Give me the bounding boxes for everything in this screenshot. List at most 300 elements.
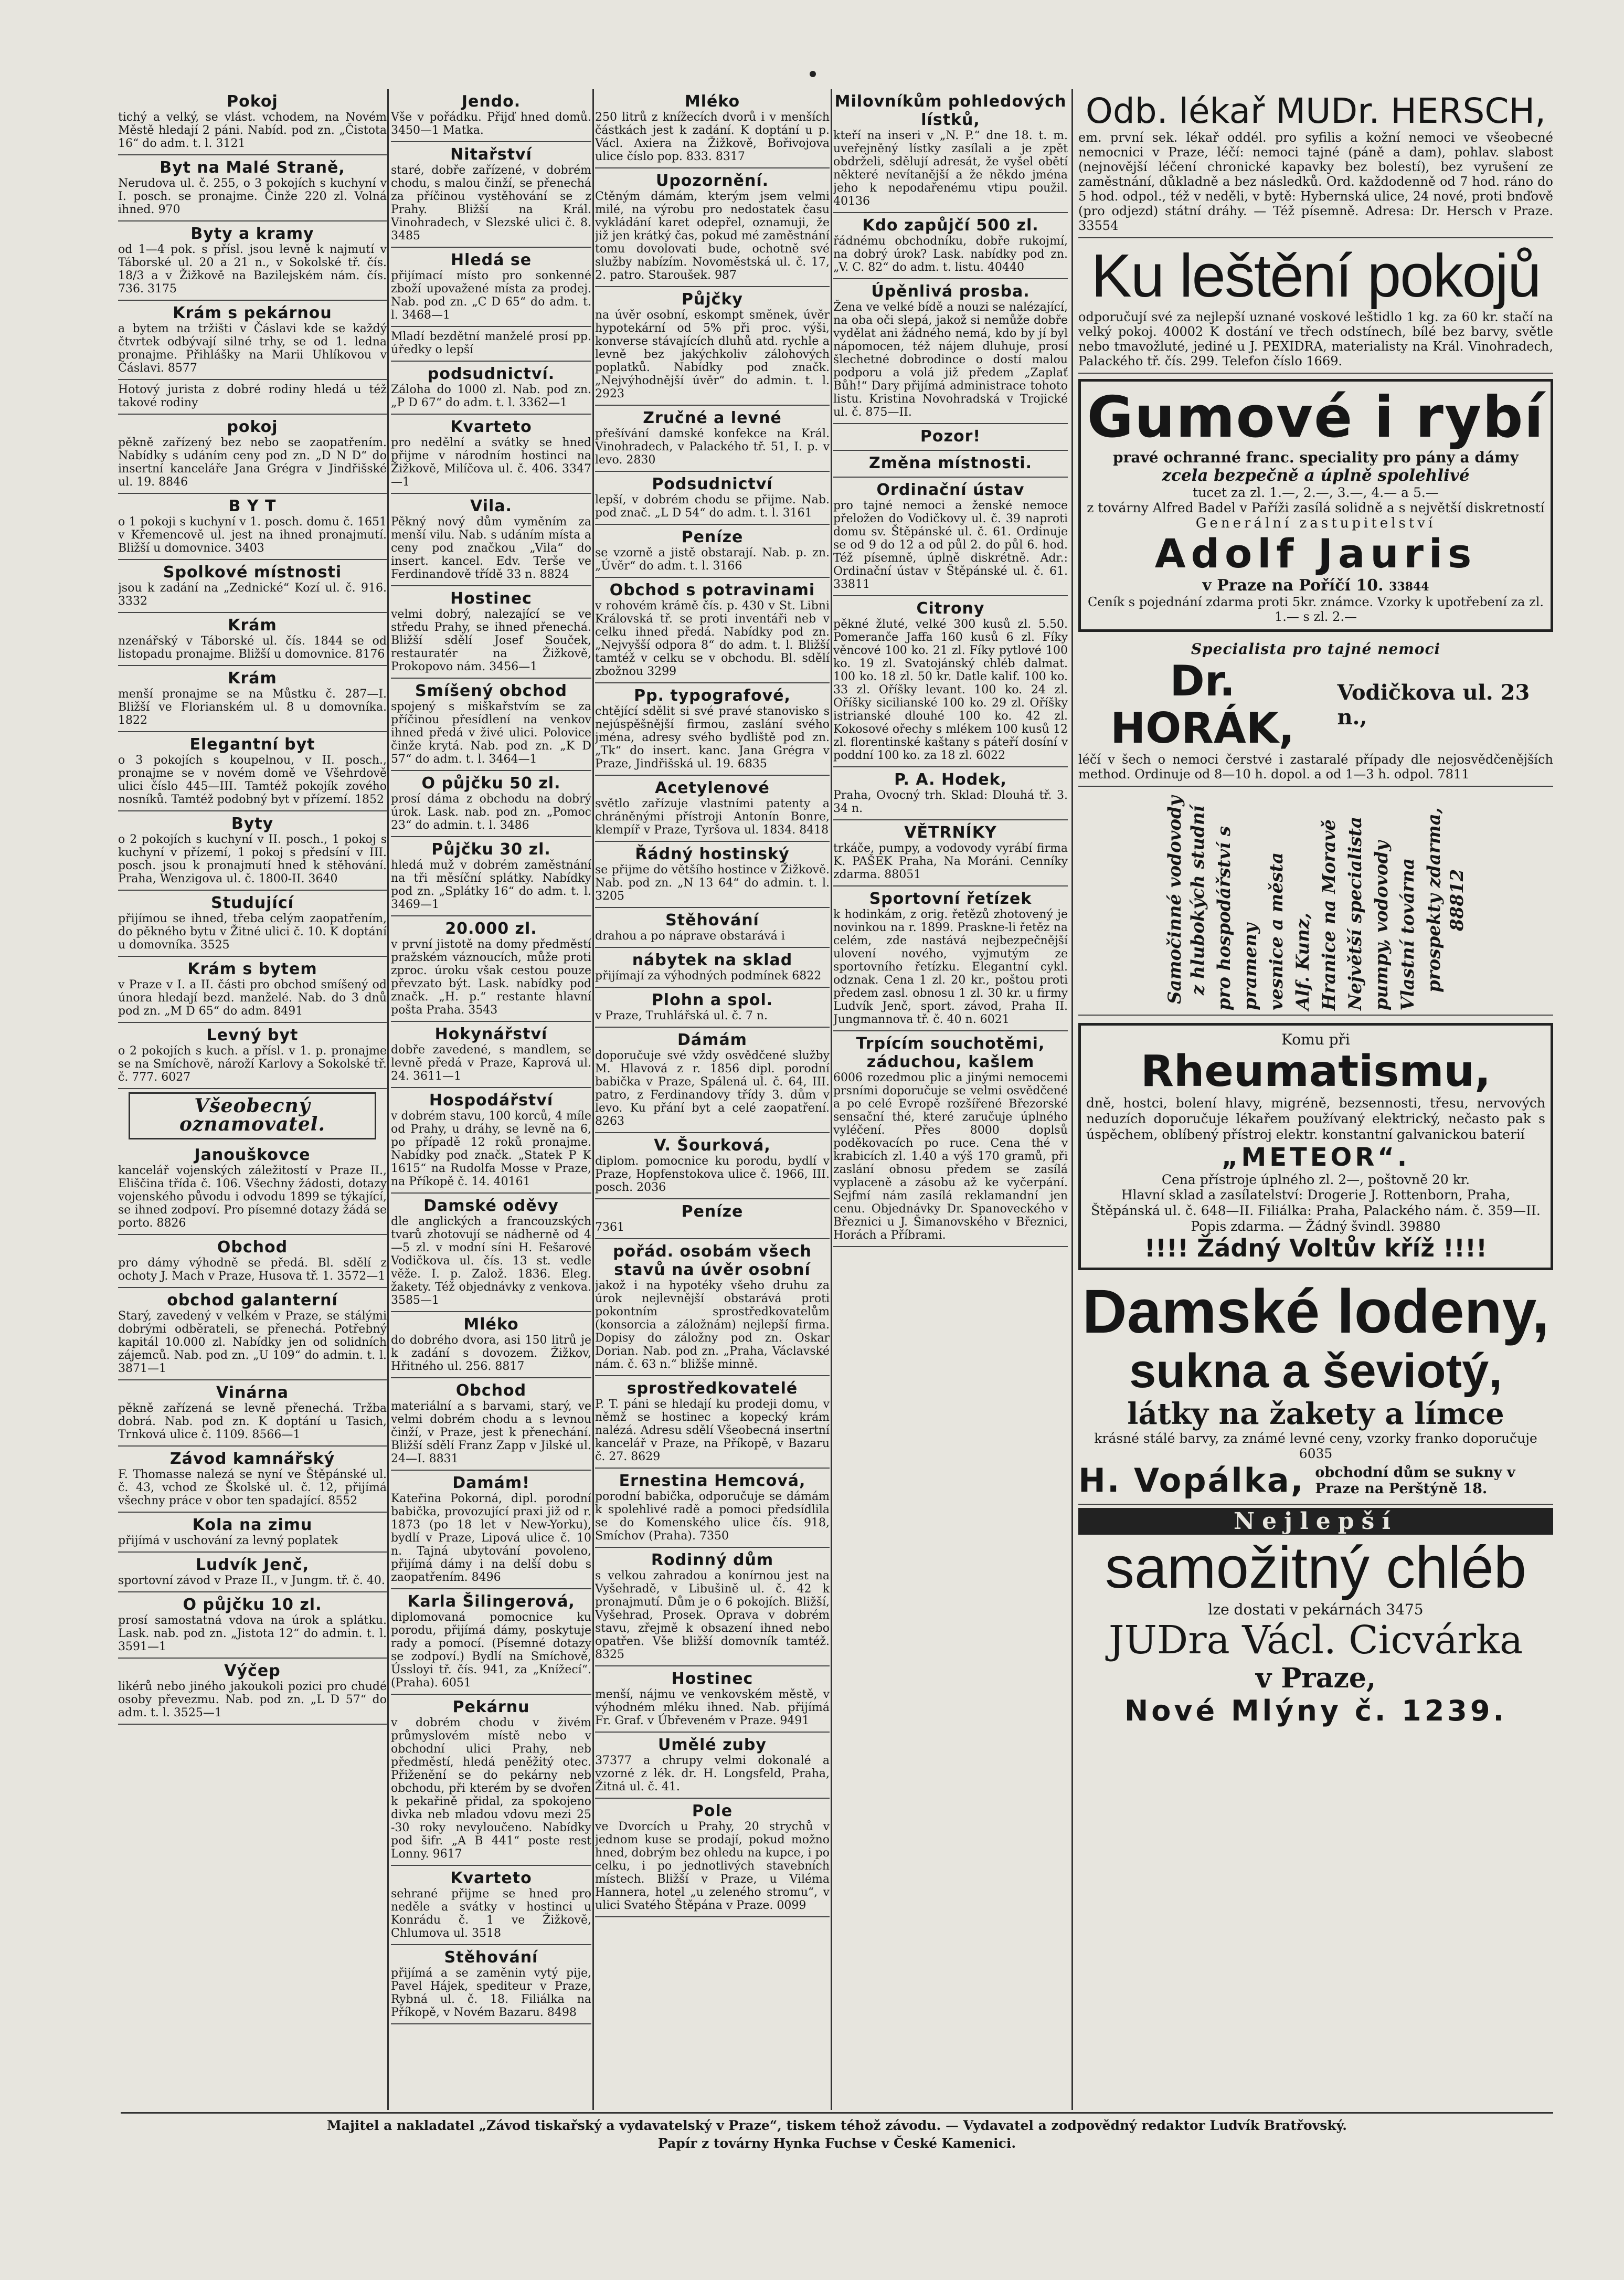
classified-ad <box>391 1312 591 1378</box>
samozitny-ad <box>1078 1505 1553 1732</box>
ad-heading: Pokoj <box>227 92 278 111</box>
ad-heading: Trpícím souchotěmi, záduchou, kašlem <box>856 1035 1045 1071</box>
ad-text: Vše v pořádku. Přijď hned domů. 3450—1 Matka. <box>391 111 591 137</box>
classified-ad <box>833 767 1068 820</box>
lodeny-sub: sukna a ševiotý, <box>1129 1344 1502 1398</box>
sam-text: lze dostati v pekárnách <box>1208 1601 1382 1618</box>
ad-heading: Mléko <box>463 1315 519 1334</box>
ad-heading: Karla Šilingerová, <box>407 1592 575 1611</box>
ad-text: o 1 pokoji s kuchyní v 1. posch. domu č. 1651 v Křemencově ul. jest na ihned pronajmutí. Bližší u domovnice. 3403 <box>118 515 387 555</box>
classified-ad <box>833 279 1068 424</box>
classified-ad <box>391 415 591 494</box>
ad-text: Kateřina Pokorná, dipl. porodní babička, provozující praxi již od r. 1873 (po 18 let v New-Yorku), bydlí v Praze, Lipová ulice č. 10 n. Tajná ubytování povoleno, přijímá dámy i na delší dobu s zaopatřením. 8496 <box>391 1492 591 1584</box>
ad-text: dobře zavedené, s mandlem, se levně předá v Praze, Kaprová ul. 24. 3611—1 <box>391 1043 591 1083</box>
classified-ad <box>833 820 1068 886</box>
footer-publisher: Majitel a nakladatel „Závod tiskařský a vydavatelský v Praze“, tiskem téhož závodu. — Vydavatel a zodpovědný redaktor Ludvík Bratřovský. <box>327 2118 1347 2133</box>
classified-ad <box>595 1799 830 1917</box>
ad-heading: obchod galanterní <box>167 1291 338 1310</box>
ad-text: pro tajné nemoci a ženské nemoce přeložen do Vodičkovy ul. č. 39 naproti domu sv. Štěpánské ul. č. 61. Ordinuje se od 9 do 12 a od půl 2. do půl 6. hod. Též písemně, úplně diskrétně. Adr.: Ordinační ústav v Štěpánské ul. č. 61. 33811 <box>833 499 1068 591</box>
classified-ad <box>595 1133 830 1199</box>
vertical-ad-line: pro hospodářství s <box>1213 826 1235 1010</box>
ad-heading: Peníze <box>681 528 744 546</box>
ad-text: přijímací místo pro sonkenné zboží upovažené místa za prodej. Nab. pod zn. „C D 65“ do adm. t. l. 3468—1 <box>391 269 591 322</box>
hersch-ad <box>1078 89 1553 238</box>
ad-text: likérů nebo jiného jakoukoli pozici pro chudé osoby převezmu. Nab. pod zn. „L D 57“ do adm. t. l. 3525—1 <box>118 1680 387 1719</box>
classified-ad <box>391 89 591 142</box>
classified-ad <box>595 776 830 842</box>
ad-heading: Smíšený obchod <box>415 682 568 700</box>
horak-address: Vodičkova ul. 23 n., <box>1337 680 1530 730</box>
classified-ad <box>595 287 830 406</box>
ad-text: Mladí bezdětní manželé prosí pp. úředky o lepší <box>391 330 591 356</box>
ad-heading: Ordinační ústav <box>876 481 1025 499</box>
column-3 <box>595 89 830 1917</box>
ad-text: Pěkný nový dům vyměním za menší vilu. Nab. s udáním místa a ceny pod značkou „Vila“ do insert. kancel. Edv. Terše ve Ferdinandově třídě 33 n. 8824 <box>391 515 591 581</box>
classified-ad <box>118 494 387 560</box>
ad-text: ve Dvorcích u Prahy, 20 strychů v jednom kuse se prodají, pokud možno hned, dobrým bez ohledu na kupce, i po celku, i po jednotlivých stavebních místech. Bližší v Praze, u Viléma Hannera, hotel „u zeleného stromu“, v ulici Svatého Štěpána v Praze. 0099 <box>595 1820 830 1912</box>
ad-text: o 2 pokojích s kuch. a přísl. v 1. p. pronajme se na Smíchově, nároží Karlovy a Sokolské tř. č. 777. 6027 <box>118 1044 387 1084</box>
meteor: „METEOR“. <box>1221 1143 1410 1172</box>
classified-ad <box>118 613 387 666</box>
classified-ad <box>595 1469 830 1548</box>
ad-text: přešívání damské konfekce na Král. Vinohradech, v Palackého tř. 51, I. p. v levo. 2830 <box>595 427 830 467</box>
classified-ad <box>118 1513 387 1553</box>
ad-text: drahou a po náprave obstarává i <box>595 930 785 943</box>
polish-text: odporučují své za nejlepší uznané voskové leštidlo 1 kg. za 60 kr. stačí na velký pokoj. 40002 K dostání ve třech odstínech, bílé bez barvy, světle nebo tmavožluté, jediné u J. PEXIDRA, materialisty na Král. Vinohradech, Palackého tř. čís. 299. Telefon číslo 1669. <box>1078 310 1553 368</box>
jauris-name: Adolf Jauris <box>1154 530 1477 577</box>
ad-heading: Janouškovce <box>194 1146 311 1164</box>
ad-text: jakož i na hypotéky všeho druhu za úrok nejlevnější obstarává proti pokontním sprostředkovatelům (konsorcia a záložnám) nejlepší firma. Dopisy do záložny pod zn. Oskar Dorian. Nab. pod zn. „Praha, Václavské nám. č. 63 n.“ bližše minně. <box>595 1279 830 1371</box>
classified-ad <box>595 168 830 287</box>
ad-heading: Hospodářství <box>429 1091 554 1110</box>
classified-ad <box>391 327 591 362</box>
ad-text: v dobrém stavu, 100 korců, 4 míle od Prahy, u dráhy, se levně na 6, po případě 12 roků pronajme. Nabídky pod značk. „Statek P K 1615“ na Rudolfa Mosse v Praze, na Příkopě č. 14. 40161 <box>391 1110 591 1188</box>
vopalka-address: obchodní dům se sukny v Praze na Perštýně 18. <box>1315 1464 1515 1497</box>
gumove-ad <box>1078 379 1553 632</box>
ad-heading: Úpěnlivá prosba. <box>871 282 1030 301</box>
classified-ad <box>118 1235 387 1288</box>
column-rule <box>1071 89 1073 2110</box>
ad-heading: O půjčku 10 zl. <box>183 1596 322 1614</box>
classified-ad <box>129 1092 376 1139</box>
column-1 <box>118 89 387 1725</box>
ad-text: o 2 pokojích s kuchyní v II. posch., 1 pokoj s kuchyní v přízemí, 1 pokoj s předsíní v III. posch. jsou k pronajmutí hned k stěhování. Praha, Wenzigova ul. č. 1800-II. 3640 <box>118 833 387 885</box>
ad-heading: Hostinec <box>450 589 532 608</box>
page-dot <box>810 71 816 77</box>
classified-ad <box>391 1945 591 2024</box>
ad-text: velmi dobrý, nalezající se ve středu Prahy, se ihned přenechá. Bližší sdělí Josef Souček, restauratér na Žižkově, Prokopovo nám. 3456—1 <box>391 608 591 673</box>
ad-text: v Praze, Truhlářská ul. č. 7 n. <box>595 1009 768 1022</box>
classified-ad <box>595 1733 830 1799</box>
cicvarka-name: JUDra Václ. Cicvárka <box>1108 1618 1523 1663</box>
classified-ad <box>118 666 387 732</box>
ad-heading: Pole <box>692 1802 733 1820</box>
hersch-title: Odb. lékař MUDr. HERSCH, <box>1085 91 1546 131</box>
classified-ad <box>391 1022 591 1088</box>
ad-heading: pokoj <box>227 418 278 436</box>
classified-ad <box>118 811 387 891</box>
vertical-ad-line: Vlastní továrna <box>1397 858 1418 1010</box>
ad-heading: Spolkové místnosti <box>163 563 342 582</box>
ad-heading: Pp. typografové, <box>634 687 791 705</box>
rh-foot: !!!! Žádný Voltův kříž !!!! <box>1144 1234 1487 1262</box>
ad-heading: P. A. Hodek, <box>894 770 1007 789</box>
ad-text: P. T. páni se hledají ku prodeji domu, v němž se hostinec a kopecký krám nalézá. Adresu sdělí Všeobecná insertní kancelář v Praze, na Příkopě, v Bazaru č. 27. 8629 <box>595 1398 830 1463</box>
classified-ad <box>391 1695 591 1866</box>
ad-text: 7361 <box>595 1221 624 1234</box>
ad-text: od 1—4 pok. s přísl. jsou levně k najmutí v Táborské ul. 20 a 21 n., v Sokolské tř. čís. 18/3 a v Žižkově na Bazilejském nám. čís. 736. 3175 <box>118 243 387 295</box>
ad-text: hledá muž v dobrém zaměstnání na tři měsíční splátky. Nabídky pod zn. „Splátky 16“ do adm. t. l. 3469—1 <box>391 859 591 911</box>
vertical-ad-line: pumpy, vodovody <box>1371 840 1392 1010</box>
ad-heading: Řádný hostinský <box>635 845 790 863</box>
lodeny-title: Damské lodeny, <box>1082 1277 1549 1346</box>
classified-ad <box>595 683 830 776</box>
classified-ad <box>391 916 591 1022</box>
ad-heading: Krám s bytem <box>187 960 317 978</box>
classified-ad <box>118 415 387 494</box>
classified-ad <box>595 1376 830 1469</box>
ad-heading: B Y T <box>228 497 277 515</box>
ad-heading: Hledá se <box>450 251 532 269</box>
classified-ad <box>833 424 1068 451</box>
column-4 <box>833 89 1068 1247</box>
ad-text: spojený s miškařstvím se za příčinou přesídlení na venkov ihned předá v živé ulici. Polovice činže krytá. Nab. pod zn. „K D 57“ do adm. t. l. 3464—1 <box>391 700 591 766</box>
ad-text: Praha, Ovocný trh. Sklad: Dlouhá tř. 3. 34 n. <box>833 789 1068 815</box>
ad-heading: Obchod <box>217 1238 288 1257</box>
ad-text: porodní babička, odporučuje se dámám k spolehlivé radě a pomoci předsídlila se do Komenského ulice čís. 918, Smíchov (Praha). 7350 <box>595 1490 830 1543</box>
ad-text: v první jistotě na domy předměstí pražském váznoucích, může proti zproc. úroku však cestou pouze převzato být. Lask. nabídky pod značk. „H. p.“ restante hlavní pošta Praha. 3543 <box>391 938 591 1017</box>
vertical-ad-line: vesnice a města <box>1266 852 1287 1010</box>
classified-ad <box>118 221 387 301</box>
ad-heading: Podsudnictví <box>652 475 773 493</box>
classified-ad <box>391 1194 591 1312</box>
ad-heading: Peníze <box>681 1202 744 1221</box>
gumove-line: pravé ochranné franc. speciality pro pány a dámy <box>1113 449 1519 466</box>
gumove-line: Ceník s pojednání zdarma proti 5kr. známce. Vzorky k upotřebení za zl. 1.— s zl. 2.— <box>1087 595 1544 624</box>
classified-ad <box>118 957 387 1023</box>
rh-head: Komu při <box>1281 1031 1350 1048</box>
gumove-line: Generální zastupitelství <box>1195 515 1436 531</box>
ad-text: v dobrém chodu v živém průmyslovém místě nebo v obchodní ulici Prahy, neb předměstí, hledá peněžitý otec. Přiženění se do pekárny neb obchodu, při kterém by se dvořen k pekařině přidal, za spokojeno divka neb mladou vdovu mezi 25 -30 roky nevyloučeno. Nabídky pod šifr. „A B 441“ poste rest Lonny. 9617 <box>391 1716 591 1861</box>
classified-ad <box>833 89 1068 213</box>
ad-text: 37377 a chrupy velmi dokonalé a vzorné z lék. dr. H. Longsfeld, Praha, Žitná ul. č. 41. <box>595 1754 830 1793</box>
ad-text: Ctěným dámám, kterým jsem velmi milé, na výrobu pro nedostatek času vykládání karet odepřel, oznamuji, že již jen krátký čas, pokud mé zaměstnání tomu dovolovati bude, ochotně své služby nabízím. Novoměstská ul. č. 17, 2. patro. Staroušek. 987 <box>595 190 830 282</box>
ad-heading: Rodinný dům <box>651 1551 774 1569</box>
ad-text: řádnému obchodníku, dobře rukojmí, na dobrý úrok? Lask. nabídky pod zn. „V. C. 82“ do adm. t. listu. 40440 <box>833 235 1068 274</box>
ad-text: o 3 pokojích s koupelnou, v II. posch., pronajme se v novém domě ve Všehrdově ulici číslo 445—III. Tamtéž pokojík zového nosníků. Tamtéž podobný byt v přízemí. 1852 <box>118 754 387 806</box>
ad-text: menší pronajme se na Můstku č. 287—I. Bližší ve Florianském ul. 8 u domovníka. 1822 <box>118 688 387 727</box>
ad-heading: sprostředkovatelé <box>627 1379 798 1398</box>
ad-text: F. Thomasse nalezá se nyní ve Štěpánské ul. č. 43, vchod ze Školské ul. č. 12, přijímá všechny práce v obor ten spadající. 8552 <box>118 1468 387 1507</box>
ad-heading: Pekárnu <box>452 1698 530 1716</box>
classified-ad <box>118 1447 387 1513</box>
ad-text: s velkou zahradou a konírnou jest na Vyšehradě, v Libušině ul. č. 42 k pronajmutí. Dům je o 6 pokojích. Bližší, Vyšehrad, Prosek. Oprava v dobrém stavu, zřejmě k obsazení ihned nebo opatřen. Vše bližší domovník tamtéž. 8325 <box>595 1569 830 1661</box>
ad-number: 33844 <box>1389 580 1429 594</box>
classified-ad <box>391 837 591 916</box>
ad-text: v rohovém krámě čís. p. 430 v St. Libni Královská tř. se proti inventáři neb v celku ihned předá. Nabídky pod zn. „Nejvyšší odpora 8“ do adm. t. l. Bližší tamtéž v celku se v obchodu. Bl. sdělí zbožnou 3299 <box>595 599 830 678</box>
ad-heading: Závod kamnářský <box>169 1450 335 1468</box>
sam-address: Nové Mlýny č. 1239. <box>1124 1694 1507 1727</box>
gumove-title: Gumové i rybí <box>1087 385 1545 450</box>
ad-heading: Pozor! <box>920 427 981 446</box>
classified-ad <box>118 1023 387 1089</box>
column-rule <box>387 89 389 2110</box>
ad-heading: Byt na Malé Straně, <box>160 159 345 177</box>
classified-ad <box>595 406 830 472</box>
classified-ad <box>118 89 387 155</box>
ad-text: staré, dobře zařízené, v dobrém chodu, s malou činží, se přenechá za příčinou vystěhování se z Prahy. Bližší na Král. Vinohradech, v Slezské ulici č. 8. 3485 <box>391 164 591 242</box>
gumove-line: z továrny Alfred Badel v Paříži zasílá solidně a s největší diskretností <box>1087 500 1545 515</box>
ad-heading: 20.000 zl. <box>445 920 537 938</box>
classified-ad <box>595 89 830 168</box>
column-5 <box>1078 89 1553 1732</box>
ad-heading: Sportovní řetízek <box>869 890 1032 908</box>
sam-city: v Praze, <box>1255 1662 1376 1694</box>
vopalka-name: H. Vopálka, <box>1078 1461 1305 1500</box>
ad-heading: Obchod <box>455 1381 527 1400</box>
footer <box>121 2112 1553 2152</box>
ad-text: Starý, zavedený v velkém v Praze, se stálými dobrými odběrateli, se přenechá. Potřebný kapitál 10.000 zl. Nabídky jen od solidních zájemců. Nab. pod zn. „U 109“ do admin. t. l. 3871—1 <box>118 1310 387 1375</box>
classified-ad <box>391 679 591 771</box>
ad-heading: Krám s pekárnou <box>173 304 332 322</box>
ad-text: a bytem na tržišti v Čáslavi kde se každý čtvrtek odbývají silné trhy, se od 1. ledna pronajme. Přihlášky na Marii Uhlíkovou v Čáslavi. 8577 <box>118 322 387 375</box>
ad-text: přijímá v uschování za levný poplatek <box>118 1534 338 1547</box>
gumove-line: zcela bezpečně a úplně spolehlivé <box>1162 466 1470 485</box>
classified-ad <box>391 142 591 248</box>
ad-text: pěkně zařízený bez nebo se zaopatřením. Nabídky s udáním ceny pod zn. „D N D“ do insertní kanceláře Jana Grégra v Jindřišské ul. 19. 8846 <box>118 436 387 489</box>
ad-heading: Kvarteto <box>450 418 532 436</box>
jauris-address: v Praze na Poříčí 10. <box>1202 576 1384 595</box>
ad-text: dle anglických a francouzských tvarů zhotovují se nádherně od 4—5 zl. v modní síni H. Fešarové Vodičkova ul. čís. 13 st. vedle věže. I. p. Založ. 1836. Eleg. žakety. Též objednávky z venkova. 3585—1 <box>391 1215 591 1307</box>
ad-text: diplom. pomocnice ku porodu, bydlí v Praze, Hopfenstokova ulice č. 1966, III. posch. 2036 <box>595 1155 830 1194</box>
classified-ad <box>118 1380 387 1447</box>
ad-heading: Hostinec <box>671 1670 753 1688</box>
ad-heading: Ernestina Hemcová, <box>619 1472 806 1490</box>
ad-text: kteří na inseri v „N. P.“ dne 18. t. m. uveřejněný lístky zasílali a je zpět obdrželi, sdělují adresát, že vyšel obětí některé nevítanější a že někdo jména jeho k nepodařenému vtipu použil. 40136 <box>833 129 1068 208</box>
classified-ad <box>391 1866 591 1945</box>
ad-heading: Damské oděvy <box>423 1197 559 1215</box>
column-rule <box>831 89 832 2110</box>
ad-text: materiální a s barvami, starý, ve velmi dobrém chodu a s levnou činží, v Praze, jest k přenechání. Bližší sdělí Franz Zapp v Jilské ul. 24—I. 8831 <box>391 1400 591 1465</box>
ad-text: jsou k zadání na „Zednické“ Kozí ul. č. 916. 3332 <box>118 582 387 608</box>
ad-text: 250 litrů z knížecích dvorů i v menších částkách jest k zadání. K doptání u p. Václ. Axiera na Žižkově, Bořivojova ulice číslo pop. 833. 8317 <box>595 111 830 163</box>
classified-ad <box>595 472 830 525</box>
classified-ad <box>833 886 1068 1031</box>
gumove-line: tucet za zl. 1.—, 2.—, 3.—, 4.— a 5.— <box>1193 485 1439 500</box>
classified-ad <box>595 842 830 908</box>
ad-heading: Kdo zapůjčí 500 zl. <box>862 216 1039 235</box>
ad-text: přijímají za výhodných podmínek 6822 <box>595 969 822 983</box>
ad-text: nzenářský v Táborské ul. čís. 1844 se od listopadu pronajme. Bližší u domovnice. 8176 <box>118 635 387 661</box>
ad-heading: Vila. <box>470 497 512 515</box>
classified-ad <box>391 1088 591 1194</box>
horak-name: Dr. HORÁK, <box>1110 657 1295 753</box>
classified-ad <box>391 771 591 837</box>
column-2 <box>391 89 591 2024</box>
classified-ad <box>391 586 591 679</box>
ad-heading: Vinárna <box>216 1384 289 1402</box>
ad-heading: V. Šourková, <box>654 1136 771 1155</box>
classified-ad <box>391 1589 591 1695</box>
ad-heading: Půjčky <box>682 290 743 309</box>
ad-heading: Obchod s potravinami <box>609 581 815 599</box>
classified-ad <box>595 525 830 578</box>
column-rule <box>592 89 594 2110</box>
ad-heading: VĚTRNÍKY <box>904 824 997 842</box>
ad-heading: Ludvík Jenč, <box>195 1556 310 1574</box>
ad-heading: Zručné a levné <box>643 409 782 427</box>
polish-ad <box>1078 238 1553 374</box>
ad-text: lepší, v dobrém chodu se přijme. Nab. pod znač. „L D 54“ do adm. t. l. 3161 <box>595 493 830 520</box>
classified-ad <box>595 1028 830 1133</box>
classified-ad <box>833 451 1068 478</box>
ad-text: menší, nájmu ve venkovském městě, v výhodném mléku ihned. Nab. přijímá Fr. Graf. v Úbřeveném v Praze. 9491 <box>595 1688 830 1727</box>
ad-heading: Elegantní byt <box>189 735 315 754</box>
ad-text: na úvěr osobní, eskompt směnek, úvěr hypotekární od 5% při proc. výši, konverse stávajících dluhů atd. rychle a levně bez jakýchkoliv zálohových poplatků. Nabídky pod značk. „Nejvýhodnější úvěr“ do admin. t. l. 2923 <box>595 309 830 400</box>
classified-ad <box>118 560 387 613</box>
vertical-ad-line: Největší specialista <box>1344 817 1366 1010</box>
rh-title: Rheumatismu, <box>1140 1047 1491 1096</box>
ad-heading: podsudnictví. <box>427 365 555 383</box>
ad-heading: O půjčku 50 zl. <box>421 774 561 793</box>
classified-ad <box>833 1031 1068 1247</box>
ad-text: trkáče, pumpy, a vodovody vyrábí firma K. PAŠEK Praha, Na Moráni. Cenníky zdarma. 88051 <box>833 842 1068 881</box>
classified-ad <box>391 1378 591 1471</box>
ad-text: prosí samostatná vdova na úrok a splátku. Lask. nab. pod zn. „Jistota 12“ do admin. t. l. 3591—1 <box>118 1614 387 1653</box>
ad-heading: Upozornění. <box>655 172 769 190</box>
classified-ad <box>595 908 830 948</box>
ad-heading: Acetylenové <box>655 779 770 797</box>
classified-ad <box>833 478 1068 596</box>
ad-heading: Jendo. <box>461 92 521 111</box>
classified-ad <box>595 948 830 988</box>
rh-address: Hlavní sklad a zasílatelství: Drogerie J. Rottenborn, Praha, Štěpánská ul. č. 648—II. Filiálka: Praha, Palackého nám. č. 359—II. <box>1091 1187 1541 1218</box>
lodeny-ad <box>1078 1275 1553 1505</box>
ad-text: tichý a velký, se vlást. vchodem, na Novém Městě hledají 2 páni. Nabíd. pod zn. „Čistota 16“ do adm. t. l. 3121 <box>118 111 387 150</box>
ad-heading: Všeobecný oznamovatel. <box>179 1095 326 1135</box>
classified-ad <box>595 1239 830 1376</box>
rh-note: Popis zdarma. — Žádný švindl. 39880 <box>1191 1219 1441 1234</box>
sam-head: Nejlepší <box>1078 1508 1553 1535</box>
horak-ad <box>1078 637 1553 787</box>
ad-text: se vzorně a jistě obstarají. Nab. p. zn. „Úvěr“ do adm. t. l. 3166 <box>595 546 830 573</box>
ad-text: sportovní závod v Praze II., v Jungm. tř. č. 40. <box>118 1574 385 1587</box>
ad-text: chtějící sdělit si své pravé stanovisko s nejúspěšnější firmou, zaslání svého jména, adresy svého bydliště pod zn. „Tk“ do insert. kanc. Jana Grégra v Praze, Jindřišská ul. 19. 6835 <box>595 705 830 770</box>
vertical-ad-line: prameny <box>1239 923 1261 1010</box>
ad-text: v Praze v I. a II. části pro obchod smíšený od února hledají bezd. manželé. Nab. do 3 dnů pod zn. „M D 65“ do adm. 8491 <box>118 978 387 1018</box>
ad-heading: Změna místnosti. <box>869 454 1032 472</box>
ad-text: k hodinkám, z orig. řetězů zhotovený je novinkou na r. 1899. Praskne-li řetěz na celém, zde nastává nejbezpečnější ulovení nového, vyjmutým ze sportovního řetízku. Elegantní cykl. odznak. Cena 1 zl. 20 kr., poštou proti předem zasl. obnosu 1 zl. 30 kr. u firmy Ludvík Jenč, sport. závod, Praha II. Jungmannova tř. č. 40 n. 6021 <box>833 908 1068 1026</box>
ad-text: doporučuje své vždy osvědčené služby M. Hlavová z r. 1856 dipl. porodní babička v Praze, Spálená ul. č. 64, III. patro, z Ferdinandovy třídy 3. dům v levo. Ku přání byt a celé zaopatření. 8263 <box>595 1049 830 1128</box>
ad-heading: Dámám <box>677 1031 747 1049</box>
classified-ad <box>391 494 591 586</box>
ad-text: Nerudova ul. č. 255, o 3 pokojích s kuchyní v I. posch. se pronajme. Činže 220 zl. Volná ihned. 970 <box>118 177 387 216</box>
classified-ad <box>833 213 1068 279</box>
classified-ad <box>595 1548 830 1666</box>
horak-head: Specialista pro tajné nemoci <box>1191 640 1441 658</box>
ad-heading: pořád. osobám všech stavů na úvěr osobní <box>613 1242 812 1279</box>
classified-ad <box>118 732 387 811</box>
ad-heading: Studující <box>211 894 294 912</box>
classified-ad <box>391 248 591 327</box>
classified-ad <box>833 596 1068 767</box>
ad-text: Hotový jurista z dobré rodiny hledá u též takové rodiny <box>118 383 387 409</box>
vertical-ad-line: Alf. Kunz, <box>1292 913 1313 1010</box>
ad-heading: Krám <box>228 616 277 635</box>
ad-text: světlo zařízuje vlastními patenty a chráněnými přístroji Antonín Bonre, klempíř v Praze, Tyršova ul. 1834. 8418 <box>595 797 830 837</box>
ad-heading: Stěhování <box>665 911 759 930</box>
classified-ad <box>118 380 387 415</box>
lodeny-sub2: látky na žakety a límce <box>1127 1397 1504 1431</box>
ad-heading: Damám! <box>452 1474 530 1492</box>
ad-text: sehrané přijme se hned pro neděle a svátky v hostinci u Konrádu č. 1 ve Žižkově, Chlumova ul. 3518 <box>391 1887 591 1940</box>
classified-ad <box>118 1592 387 1659</box>
rh-price: Cena přístroje úplného zl. 2—, poštovně 20 kr. <box>1161 1172 1470 1187</box>
ad-heading: Milovníkům pohledových lístků, <box>834 92 1067 129</box>
classified-ad <box>118 301 387 380</box>
ad-text: Žena ve velké bídě a nouzi se nalézající, na oba oči slepá, jakož si nemůže dobře vydělat ani žádného nemá, kdo by jí byl nápomocen, též nájem dluhuje, prosí šlechetné dobrodince o dostí malou podporu a volá již předem „Zaplať Bůh!“ Dary přijímá administrace tohoto listu. Kristina Novohradská v Trojické ul. č. 875—II. <box>833 301 1068 419</box>
ad-heading: Citrony <box>916 599 985 618</box>
sam-title: samožitný chléb <box>1105 1535 1527 1600</box>
ad-text: kancelář vojenských záležitostí v Praze II., Eliščina třída č. 106. Všechny žádosti, dotazy vojenského původu i odvodu 1899 se týkající, se ihned zodpoví. Pro písemné dotazy žádá se porto. 8826 <box>118 1164 387 1230</box>
classified-ad <box>118 155 387 221</box>
ad-text: se přijme do většího hostince v Žižkově. Nab. pod zn. „N 13 64“ do admin. t. l. 3205 <box>595 863 830 903</box>
rh-text: dně, hostci, bolení hlavy, migréně, bezsennosti, třesu, nervových neduzích doporučuje lékařem používaný elektrický, nečasto pak s úspěchem, oblíbený přístroj elektr. konstantní galvanickou baterií <box>1086 1095 1545 1142</box>
ad-text: diplomovaná pomocnice ku porodu, přijímá dámy, poskytuje rady a pomocí. (Písemné dotazy se zodpoví.) Bydlí na Smíchově, Ússloyi tř. čís. 941, za „Knížecí“. (Praha). 6051 <box>391 1611 591 1690</box>
classified-ad <box>391 1471 591 1589</box>
ad-text: pro dámy výhodně se předá. Bl. sdělí z ochoty J. Mach v Praze, Husova tř. 1. 3572—1 <box>118 1257 387 1283</box>
lodeny-text: krásné stálé barvy, za známé levné ceny, vzorky franko doporučuje 6035 <box>1094 1431 1537 1461</box>
ad-heading: Nitařství <box>450 145 532 164</box>
kunz-vertical-ad <box>1078 787 1553 1016</box>
ad-number: 3475 <box>1386 1601 1424 1618</box>
ad-text: pro nedělní a svátky se hned přijme v národním hostinci na Žižkově, Milíčova ul. č. 406. 3347—1 <box>391 436 591 489</box>
horak-text: léčí v šech o nemoci čerstvé i zastaralé případy dle nejosvědčenějších method. Ordinuje od 8—10 h. dopol. a od 1—3 h. odpol. 7811 <box>1078 752 1553 782</box>
polish-title: Ku leštění pokojů <box>1091 241 1541 310</box>
classified-ad <box>595 988 830 1028</box>
ad-heading: Krám <box>228 669 277 688</box>
ad-heading: Půjčku 30 zl. <box>431 840 551 859</box>
rheumatism-ad <box>1078 1023 1553 1270</box>
ad-heading: Byty <box>231 815 274 833</box>
classified-ad <box>118 1288 387 1380</box>
ad-text: Záloha do 1000 zl. Nab. pod zn. „P D 67“ do adm. t. l. 3362—1 <box>391 383 591 409</box>
ad-heading: Mléko <box>684 92 740 111</box>
ad-heading: Kola na zimu <box>192 1516 313 1534</box>
ad-heading: Stěhování <box>444 1948 538 1967</box>
classified-ad <box>118 1659 387 1725</box>
ad-heading: Umělé zuby <box>658 1736 767 1754</box>
classified-ad <box>595 1199 830 1239</box>
hersch-text: em. první sek. lékař oddél. pro syfilis a kožní nemoci ve všeobecné nemocnici v Praze, léčí: nemoci tajné (páně a dam), pohlav. slabost (nejnovější léčení chronické kapavky bez bolestí), bez vyrušení ze zaměstnání, důkladně a bez následků. Ord. každodenně od 7 hod. ráno do 5 hod. odpol., též v neděli, v bytě: Hybernská ulice, 24 nové, proti bnďově (pro odjezd) státní dráhy. — Též písemně. Adresa: Dr. Hersch v Praze. 33554 <box>1078 130 1553 233</box>
ad-text: pěkně zařízená se levně přenechá. Tržba dobrá. Nab. pod zn. K doptání u Tasich, Trnková ulice č. 1109. 8566—1 <box>118 1402 387 1441</box>
ad-text: 6006 rozedmou plic a jinými nemocemi prsními doporučuje se velmi osvědčené a po celé Evropě rozšířené Březorské sensační thé, které zaručuje úplného vyléčení. Přes 8000 doplsů poděkovacích po ruce. Cena thé v krabicích zl. 1.40 a výš 170 gramů, při zaslání obnosu předem se zasílá vyplaceně a zásobu až ke vyčerpání. Sejfmí nám zasílá reklamandní jen cenu. Objednávky Dr. Spanoveckého v Březnici u J. Šimanovského v Březnici, Horách a Příbrami. <box>833 1071 1068 1242</box>
footer-paper: Papír z továrny Hynka Fuchse v České Kamenici. <box>657 2136 1016 2151</box>
ad-heading: Levný byt <box>206 1026 299 1044</box>
ad-text: pěkné žluté, velké 300 kusů zl. 5.50. Pomeranče Jaffa 160 kusů 6 zl. Fíky věncové 100 ko. 21 zl. Fíky pytlové 100 ko. 19 zl. Svatojánský chléb dalmat. 100 ko. 18 zl. 50 kr. Datle kalif. 100 ko. 33 zl. Oříšky levant. 100 ko. 24 zl. Oříšky sicilianské 100 ko. 29 zl. Oříšky istrianské dlouhé 100 ko. 42 zl. Kokosové ořechy s mlékem 100 kusů 12 zl. florentinské kaštany s páteří dosíní v poddní 100 ko. za 18 zl. 6022 <box>833 618 1068 762</box>
ad-heading: Výčep <box>224 1662 281 1680</box>
classified-ad <box>595 578 830 683</box>
ad-text: přijímou se ihned, třeba celým zaopatřením, do pěkného bytu v Žitné ulici č. 10. K doptání u domovníka. 3525 <box>118 912 387 952</box>
classified-ad <box>118 1553 387 1592</box>
classified-ad <box>595 1666 830 1733</box>
ad-heading: Plohn a spol. <box>651 991 773 1009</box>
vertical-ad-line: Hranice na Moravě <box>1318 819 1340 1010</box>
classified-ad <box>118 1143 387 1235</box>
vertical-ad-line: prospekty zdarma, 88812 <box>1423 807 1468 993</box>
ad-text: přijímá a se zaměnin vytý pije, Pavel Hájek, spediteur v Praze, Rybná ul. č. 18. Filiálka na Příkopě, v Novém Bazaru. 8498 <box>391 1967 591 2019</box>
ad-heading: Byty a kramy <box>190 225 314 243</box>
